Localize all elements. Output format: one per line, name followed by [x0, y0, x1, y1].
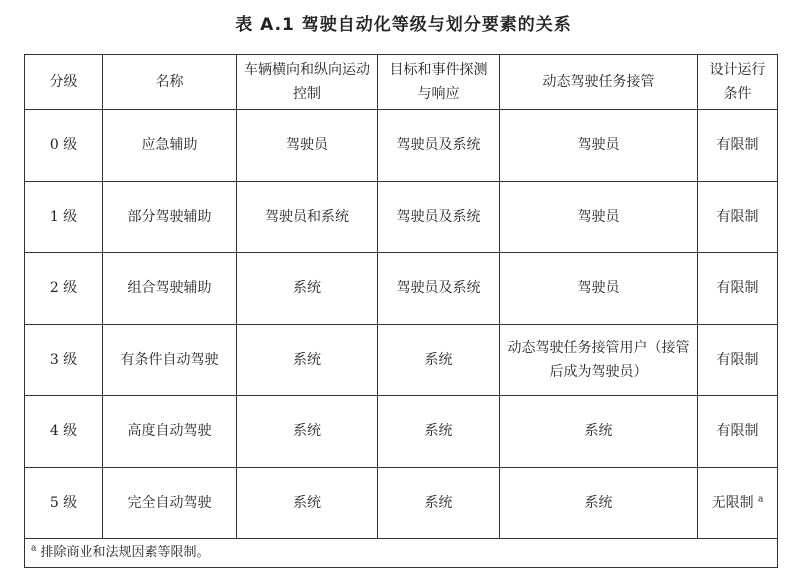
footnote-ref: a	[758, 494, 764, 505]
cell-level: 0 级	[25, 110, 103, 182]
cell-control: 驾驶员和系统	[237, 181, 378, 253]
header-odd: 设计运行条件	[698, 55, 778, 110]
cell-name: 部分驾驶辅助	[103, 181, 237, 253]
cell-control: 系统	[237, 324, 378, 396]
footnote-marker: a	[31, 543, 37, 554]
footnote	[25, 539, 778, 568]
cell-odd-text: 无限制	[711, 494, 754, 511]
cell-detect: 系统	[378, 324, 500, 396]
cell-takeover: 驾驶员	[500, 253, 698, 325]
cell-takeover: 动态驾驶任务接管用户（接管后成为驾驶员）	[500, 324, 698, 396]
cell-odd: 有限制	[698, 181, 778, 253]
footnote-row	[25, 539, 778, 568]
cell-level: 3 级	[25, 324, 103, 396]
table-row	[25, 467, 778, 539]
footnote-text: 排除商业和法规因素等限制。	[40, 545, 210, 560]
cell-name: 完全自动驾驶	[103, 467, 237, 539]
cell-odd: 有限制	[698, 396, 778, 468]
cell-detect: 系统	[378, 467, 500, 539]
cell-name: 有条件自动驾驶	[103, 324, 237, 396]
cell-takeover: 驾驶员	[500, 181, 698, 253]
header-name: 名称	[103, 55, 237, 110]
table-row	[25, 253, 778, 325]
header-level: 分级	[25, 55, 103, 110]
driving-automation-table	[24, 54, 778, 568]
cell-takeover: 系统	[500, 396, 698, 468]
cell-level: 1 级	[25, 181, 103, 253]
cell-odd	[698, 467, 778, 539]
cell-detect: 驾驶员及系统	[378, 181, 500, 253]
cell-detect: 驾驶员及系统	[378, 110, 500, 182]
table-row	[25, 396, 778, 468]
table-row	[25, 324, 778, 396]
cell-level: 4 级	[25, 396, 103, 468]
table-title: 表 A.1 驾驶自动化等级与划分要素的关系	[235, 15, 572, 35]
header-control: 车辆横向和纵向运动控制	[237, 55, 378, 110]
cell-name: 应急辅助	[103, 110, 237, 182]
cell-name: 高度自动驾驶	[103, 396, 237, 468]
header-row	[25, 55, 778, 110]
cell-takeover: 驾驶员	[500, 110, 698, 182]
cell-level: 5 级	[25, 467, 103, 539]
cell-odd: 有限制	[698, 324, 778, 396]
cell-control: 系统	[237, 253, 378, 325]
cell-name: 组合驾驶辅助	[103, 253, 237, 325]
cell-odd: 有限制	[698, 253, 778, 325]
header-takeover: 动态驾驶任务接管	[500, 55, 698, 110]
cell-level: 2 级	[25, 253, 103, 325]
cell-control: 系统	[237, 396, 378, 468]
cell-control: 系统	[237, 467, 378, 539]
cell-detect: 驾驶员及系统	[378, 253, 500, 325]
table-row	[25, 110, 778, 182]
table-row	[25, 181, 778, 253]
cell-control: 驾驶员	[237, 110, 378, 182]
cell-detect: 系统	[378, 396, 500, 468]
cell-odd: 有限制	[698, 110, 778, 182]
header-detect: 目标和事件探测与响应	[378, 55, 500, 110]
cell-takeover: 系统	[500, 467, 698, 539]
